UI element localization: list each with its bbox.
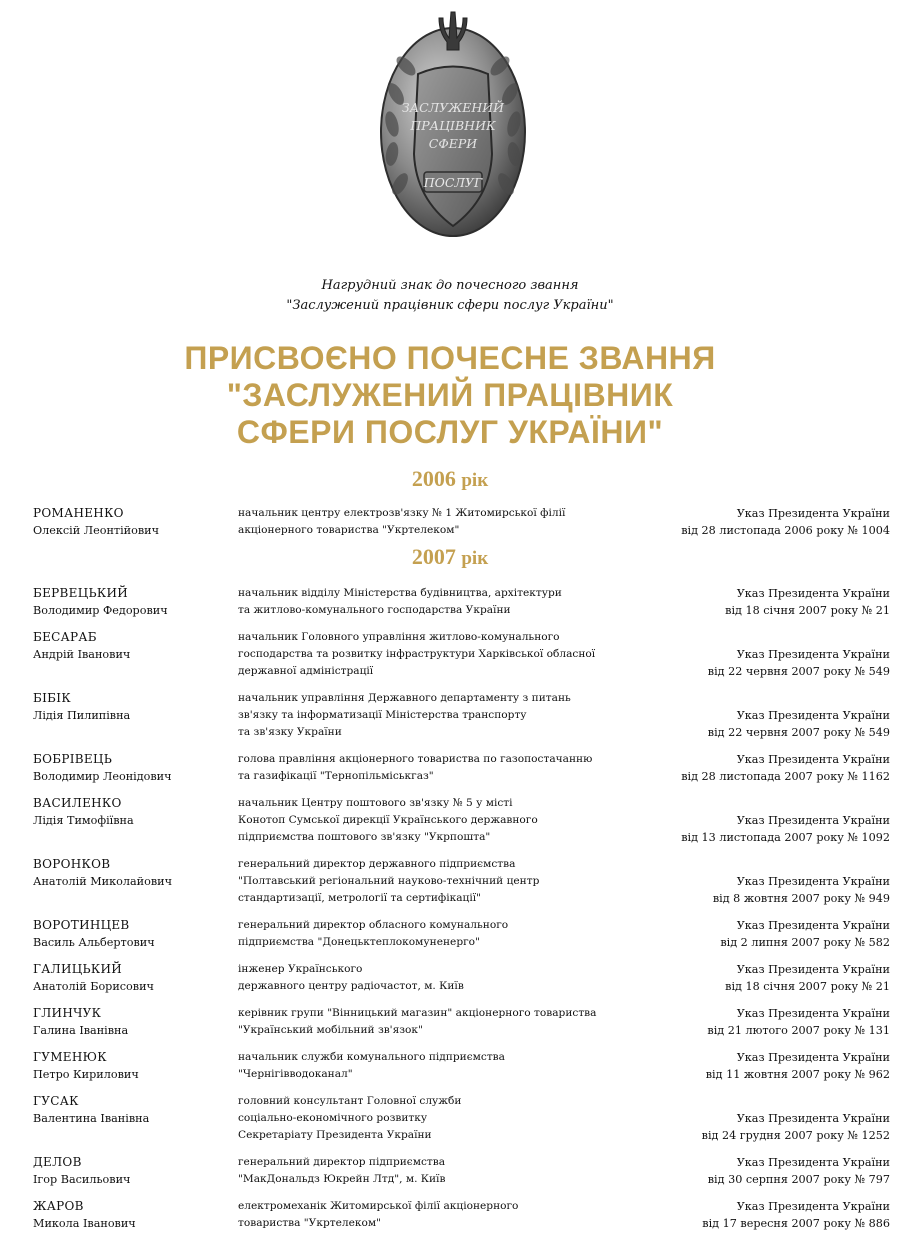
decree-date: від 22 червня 2007 року № 549 <box>707 726 890 739</box>
position-line: Конотоп Сумської дирекції Українського державного <box>238 814 538 826</box>
awardee-surname: ГУСАК <box>33 1094 79 1108</box>
decree-reference <box>630 961 890 995</box>
position-line: голова правління акціонерного товариства по газопостачанню <box>238 753 593 765</box>
awardee-surname: ГУМЕНЮК <box>33 1050 107 1064</box>
honorary-badge-icon <box>378 4 528 242</box>
awardee-position <box>238 856 678 907</box>
position-line: державної адміністрації <box>238 665 374 677</box>
awardee-name <box>33 1093 228 1127</box>
decree-date: від 17 вересня 2007 року № 886 <box>702 1217 890 1230</box>
awardee-name <box>33 751 228 785</box>
awardee-given-names: Петро Кирилович <box>33 1068 139 1081</box>
awardee-surname: БІБІК <box>33 691 71 705</box>
position-line: акціонерного товариства "Укртелеком" <box>238 524 460 536</box>
decree-date: від 18 січня 2007 року № 21 <box>725 980 890 993</box>
awardee-list-2007 <box>33 585 890 1242</box>
awardee-position <box>238 1049 678 1083</box>
position-line: "МакДональдз Юкрейн Лтд", м. Київ <box>238 1173 446 1185</box>
decree-reference <box>630 751 890 785</box>
awardee-position <box>238 505 678 539</box>
awardee-given-names: Володимир Леонідович <box>33 770 172 783</box>
position-line: начальник відділу Міністерства будівництва, архітектури <box>238 587 562 599</box>
awardee-surname: ГАЛИЦЬКИЙ <box>33 962 122 976</box>
decree-reference <box>630 505 890 539</box>
decree-reference <box>630 585 890 619</box>
awardee-row <box>33 1093 890 1144</box>
awardee-name <box>33 1154 228 1188</box>
decree-reference <box>630 1005 890 1039</box>
decree-title: Указ Президента України <box>736 1200 890 1213</box>
decree-title: Указ Президента України <box>736 1156 890 1169</box>
awardee-position <box>238 690 678 741</box>
awardee-row <box>33 751 890 785</box>
awardee-row <box>33 1154 890 1188</box>
position-line: Секретаріату Президента України <box>238 1129 432 1141</box>
decree-reference <box>630 1049 890 1083</box>
badge-caption-line-2: "Заслужений працівник сфери послуг України" <box>286 298 614 313</box>
awardee-position <box>238 961 678 995</box>
position-line: товариства "Укртелеком" <box>238 1217 381 1229</box>
decree-date: від 13 листопада 2007 року № 1092 <box>681 831 890 844</box>
awardee-given-names: Андрій Іванович <box>33 648 131 661</box>
badge-inscription-3: СФЕРИ <box>428 136 478 151</box>
awardee-name <box>33 1005 228 1039</box>
awardee-given-names: Володимир Федорович <box>33 604 168 617</box>
year-number: 2006 <box>411 466 456 491</box>
page-title <box>0 340 900 451</box>
position-line: "Український мобільний зв'язок" <box>238 1024 423 1036</box>
position-line: державного центру радіочастот, м. Київ <box>238 980 464 992</box>
position-line: головний консультант Головної служби <box>238 1095 462 1107</box>
page-title-line-1: ПРИСВОЄНО ПОЧЕСНЕ ЗВАННЯ <box>184 340 716 376</box>
year-suffix: рік <box>461 548 489 569</box>
decree-reference <box>630 812 890 846</box>
decree-reference <box>630 707 890 741</box>
decree-title: Указ Президента України <box>736 814 890 827</box>
position-line: "Полтавський регіональний науково-технічний центр <box>238 875 540 887</box>
awardee-given-names: Валентина Іванівна <box>33 1112 150 1125</box>
awardee-surname: ВАСИЛЕНКО <box>33 796 122 810</box>
position-line: підприємства "Донецьктеплокомуненерго" <box>238 936 480 948</box>
awardee-given-names: Олексій Леонтійович <box>33 524 160 537</box>
awardee-row <box>33 1198 890 1232</box>
position-line: начальник Головного управління житлово-комунального <box>238 631 560 643</box>
decree-title: Указ Президента України <box>736 875 890 888</box>
decree-title: Указ Президента України <box>736 753 890 766</box>
badge-inscription-1: ЗАСЛУЖЕНИЙ <box>401 100 505 115</box>
awardee-position <box>238 585 678 619</box>
decree-reference <box>630 1154 890 1188</box>
decree-date: від 24 грудня 2007 року № 1252 <box>701 1129 890 1142</box>
position-line: підприємства поштового зв'язку "Укрпошта" <box>238 831 491 843</box>
awardee-name <box>33 585 228 619</box>
decree-title: Указ Президента України <box>736 648 890 661</box>
decree-reference <box>630 917 890 951</box>
awardee-row <box>33 1049 890 1083</box>
decree-reference <box>630 873 890 907</box>
year-number: 2007 <box>411 544 456 569</box>
awardee-position <box>238 629 678 680</box>
year-heading-2007 <box>0 544 900 570</box>
decree-title: Указ Президента України <box>736 587 890 600</box>
position-line: та газифікації "Тернопільміськгаз" <box>238 770 434 782</box>
badge-inscription-4: ПОСЛУГ <box>423 175 483 190</box>
position-line: начальник служби комунального підприємства <box>238 1051 505 1063</box>
position-line: керівник групи "Вінницький магазин" акціонерного товариства <box>238 1007 597 1019</box>
awardee-surname: БОБРІВЕЦЬ <box>33 752 113 766</box>
awardee-position <box>238 1005 678 1039</box>
awardee-given-names: Ігор Васильович <box>33 1173 131 1186</box>
decree-date: від 28 листопада 2007 року № 1162 <box>681 770 890 783</box>
awardee-given-names: Лідія Тимофіївна <box>33 814 134 827</box>
awardee-surname: ГЛИНЧУК <box>33 1006 102 1020</box>
year-heading-2006 <box>0 466 900 492</box>
awardee-surname: БЕСАРАБ <box>33 630 97 644</box>
awardee-surname: ВОРОНКОВ <box>33 857 111 871</box>
awardee-surname: БЕРВЕЦЬКИЙ <box>33 586 128 600</box>
page-title-line-3: СФЕРИ ПОСЛУГ УКРАЇНИ" <box>236 414 664 450</box>
awardee-name <box>33 917 228 951</box>
badge-caption-line-1: Нагрудний знак до почесного звання <box>321 278 579 293</box>
awardee-position <box>238 795 678 846</box>
awardee-given-names: Анатолій Борисович <box>33 980 154 993</box>
position-line: стандартизації, метрології та сертифікації" <box>238 892 481 904</box>
position-line: генеральний директор підприємства <box>238 1156 446 1168</box>
page-title-line-2: "ЗАСЛУЖЕНИЙ ПРАЦІВНИК <box>226 377 674 413</box>
position-line: та житлово-комунального господарства України <box>238 604 511 616</box>
decree-date: від 30 серпня 2007 року № 797 <box>707 1173 890 1186</box>
awardee-position <box>238 1154 678 1188</box>
awardee-surname: ВОРОТИНЦЕВ <box>33 918 130 932</box>
decree-date: від 2 липня 2007 року № 582 <box>720 936 890 949</box>
position-line: "Чернігівводоканал" <box>238 1068 353 1080</box>
year-suffix: рік <box>461 470 489 491</box>
position-line: інженер Українського <box>238 963 363 975</box>
position-line: зв'язку та інформатизації Міністерства транспорту <box>238 709 527 721</box>
decree-reference <box>630 1198 890 1232</box>
badge-caption <box>0 276 900 316</box>
decree-title: Указ Президента України <box>736 1112 890 1125</box>
decree-title: Указ Президента України <box>736 507 890 520</box>
decree-title: Указ Президента України <box>736 919 890 932</box>
awardee-surname: ЖАРОВ <box>33 1199 84 1213</box>
awardee-name <box>33 795 228 829</box>
decree-date: від 18 січня 2007 року № 21 <box>725 604 890 617</box>
awardee-row <box>33 795 890 846</box>
position-line: господарства та розвитку інфраструктури Харківської обласної <box>238 648 596 660</box>
awardee-name <box>33 856 228 890</box>
decree-reference <box>630 1110 890 1144</box>
position-line: та зв'язку України <box>238 726 342 738</box>
decree-date: від 22 червня 2007 року № 549 <box>707 665 890 678</box>
decree-date: від 8 жовтня 2007 року № 949 <box>712 892 890 905</box>
decree-title: Указ Президента України <box>736 1051 890 1064</box>
awardee-row <box>33 505 890 539</box>
awardee-name <box>33 690 228 724</box>
awardee-row <box>33 961 890 995</box>
decree-reference <box>630 646 890 680</box>
decree-title: Указ Президента України <box>736 709 890 722</box>
awardee-row <box>33 629 890 680</box>
awardee-given-names: Лідія Пилипівна <box>33 709 131 722</box>
decree-date: від 21 лютого 2007 року № 131 <box>707 1024 890 1037</box>
awardee-name <box>33 629 228 663</box>
decree-date: від 11 жовтня 2007 року № 962 <box>705 1068 890 1081</box>
awardee-given-names: Василь Альбертович <box>33 936 155 949</box>
position-line: генеральний директор державного підприємства <box>238 858 516 870</box>
position-line: начальник Центру поштового зв'язку № 5 у місті <box>238 797 513 809</box>
position-line: начальник управління Державного департаменту з питань <box>238 692 571 704</box>
awardee-name <box>33 505 228 539</box>
awardee-given-names: Микола Іванович <box>33 1217 136 1230</box>
awardee-surname: ДЕЛОВ <box>33 1155 82 1169</box>
badge-inscription-2: ПРАЦІВНИК <box>410 118 496 133</box>
awardee-row <box>33 917 890 951</box>
decree-date: від 28 листопада 2006 року № 1004 <box>681 524 890 537</box>
awardee-row <box>33 690 890 741</box>
awardee-position <box>238 1198 678 1232</box>
decree-title: Указ Президента України <box>736 963 890 976</box>
awardee-surname: РОМАНЕНКО <box>33 506 124 520</box>
awardee-position <box>238 1093 678 1144</box>
position-line: начальник центру електрозв'язку № 1 Житомирської філії <box>238 507 566 519</box>
awardee-name <box>33 961 228 995</box>
position-line: електромеханік Житомирської філії акціонерного <box>238 1200 519 1212</box>
awardee-list-2006 <box>33 505 890 549</box>
honorary-badge <box>378 4 528 242</box>
awardee-row <box>33 585 890 619</box>
awardee-position <box>238 751 678 785</box>
awardee-name <box>33 1049 228 1083</box>
awardee-name <box>33 1198 228 1232</box>
awardee-row <box>33 1005 890 1039</box>
position-line: генеральний директор обласного комунального <box>238 919 509 931</box>
awardee-position <box>238 917 678 951</box>
decree-title: Указ Президента України <box>736 1007 890 1020</box>
awardee-row <box>33 856 890 907</box>
awardee-given-names: Галина Іванівна <box>33 1024 129 1037</box>
position-line: соціально-економічного розвитку <box>238 1112 428 1124</box>
awardee-given-names: Анатолій Миколайович <box>33 875 172 888</box>
